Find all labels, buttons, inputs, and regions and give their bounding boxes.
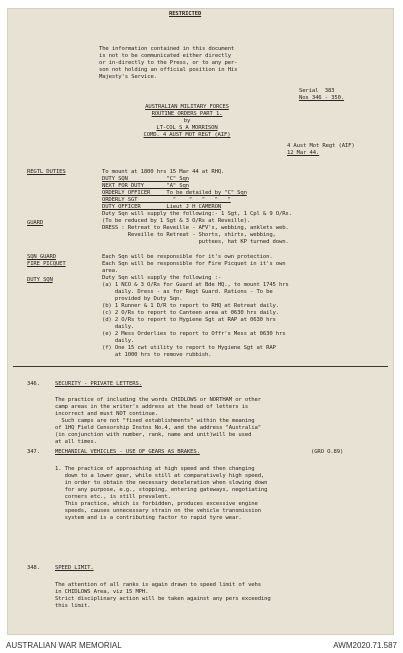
duty-line: DUTY SQN "C" Sqn bbox=[102, 176, 189, 182]
order-347-line: speeds, causes unnecessary strain on the vehicle transmission bbox=[55, 508, 261, 514]
duty-sqn-line: daily. bbox=[102, 324, 135, 330]
notice-line: or in-directly to the Press, or to any per- bbox=[99, 60, 238, 66]
dress-line: DRESS : Retreat to Reveille - AFV's, webbing, anklets web. bbox=[102, 225, 289, 231]
duty-line: NEXT FOR DUTY "A" Sqn bbox=[102, 183, 189, 189]
duty-line: (To be reduced by 1 Sgt & 3 O/Rs at Reveille). bbox=[102, 218, 251, 224]
duty-line: ORDERLY OFFICER To be detailed by "C" Sqn bbox=[102, 190, 247, 196]
fire-picquet-label: FIRE PICQUET bbox=[27, 261, 66, 267]
duty-sqn-line: (e) 2 Mess Orderlies to report to Offr's Mess at 0630 hrs bbox=[102, 331, 286, 337]
notice-line: The information contained in this document bbox=[99, 46, 235, 52]
order-346-line: Such camps are not "fixed establishments" within the meaning bbox=[55, 418, 255, 424]
order-348-line: in CHIDLOWS Area, viz 15 MPH. bbox=[55, 589, 149, 595]
order-348-line: this limit. bbox=[55, 603, 91, 609]
sqn-guard-line: Each Sqn will be responsible for Fire Picquet in it's own bbox=[102, 261, 286, 267]
order-346-line: The practice of including the words CHIDLOWS or NORTHAM or other bbox=[55, 397, 261, 403]
serial-number: Serial 383 bbox=[299, 88, 335, 94]
duty-sqn-line: (f) One 15 cwt utility to report to Hygiene Sgt at RAP bbox=[102, 345, 276, 351]
dress-line: puttees, hat KP turned down. bbox=[102, 239, 289, 245]
dress-line: Reveille to Retreat - Shorts, shirts, webbing, bbox=[102, 232, 276, 238]
heading-line: COMD. 4 AUST MOT REGT (AIF) bbox=[143, 132, 231, 138]
footer-bar bbox=[0, 637, 403, 653]
duty-sqn-line: (b) 1 Runner & 1 D/R to report to RHQ at Retreat daily. bbox=[102, 303, 279, 309]
sqn-guard-label: SQN GUARD bbox=[27, 254, 56, 260]
order-347-number: 347. bbox=[27, 449, 40, 455]
order-346-number: 346. bbox=[27, 381, 40, 387]
order-346-line: camp areas in the writer's address at the head of letters is bbox=[55, 404, 249, 410]
sqn-guard-line: Each Sqn will be responsible for it's own protection. bbox=[102, 254, 273, 260]
footer-accession-number: AWM2020.71.587 bbox=[333, 641, 397, 650]
order-346-line: incorrect and must NOT continue. bbox=[55, 411, 158, 417]
duty-line: To mount at 1800 hrs 15 Mar 44 at RHQ. bbox=[102, 169, 225, 175]
order-346-line: at all times. bbox=[55, 439, 97, 445]
order-347-line: corners etc., is still prevalent. bbox=[55, 494, 171, 500]
order-numbers: Nos 346 - 350. bbox=[299, 95, 345, 101]
guard-label: GUARD bbox=[27, 220, 44, 226]
duty-sqn-line: at 1000 hrs to remove rubbish. bbox=[102, 352, 212, 358]
order-347-line: for any purpose, e.g., stopping, entering gateways, negotiating bbox=[55, 487, 268, 493]
order-347-line: 1. The practice of approaching at high speed and then changing bbox=[55, 466, 255, 472]
heading-line: by bbox=[183, 118, 191, 124]
order-348-line: Strict disciplinary action will be taken against any pers exceeding bbox=[55, 596, 271, 602]
section-divider bbox=[13, 366, 388, 367]
duty-sqn-line: daily. Dress - as for Regt Guard. Rations - To be bbox=[102, 289, 273, 295]
notice-line: is not to be communicated either directly bbox=[99, 53, 231, 59]
sqn-guard-line: area. bbox=[102, 268, 119, 274]
duty-sqn-line: (a) 1 NCO & 3 O/Rs for Guard at Bde HQ., to mount 1745 hrs bbox=[102, 282, 289, 288]
notice-line: son not holding an official position in His bbox=[99, 67, 238, 73]
heading-line: LT-COL S A MORRISON bbox=[156, 125, 218, 131]
duty-sqn-line: provided by Duty Sqn. bbox=[102, 296, 183, 302]
order-348-title: SPEED LIMIT. bbox=[55, 565, 94, 571]
order-347-line: in order to obtain the necessary deceleration when slowing down bbox=[55, 480, 268, 486]
order-348-line: The attention of all ranks is again drawn to speed limit of vehs bbox=[55, 582, 261, 588]
restricted-heading: RESTRICTED bbox=[169, 11, 202, 17]
heading-line: ROUTINE ORDERS PART 1. bbox=[151, 111, 223, 117]
notice-line: Majesty's Service. bbox=[99, 74, 157, 80]
order-346-line: of 1HQ Field Censorship Instns No.4, and the address "Australia" bbox=[55, 425, 261, 431]
duty-sqn-line: daily. bbox=[102, 338, 135, 344]
order-347-line: system and is a contributing factor to rapid tyre wear. bbox=[55, 515, 242, 521]
footer-source: AUSTRALIAN WAR MEMORIAL bbox=[6, 641, 122, 650]
duty-sqn-line: (d) 2 O/Rs to report to Hygiene Sgt at RAP at 0630 hrs bbox=[102, 317, 276, 323]
duty-sqn-line: (c) 2 O/Rs to report to Canteen area at 0630 hrs daily. bbox=[102, 310, 279, 316]
order-346-line: (in conjunction with number, rank, name and unit)will be used bbox=[55, 432, 252, 438]
order-date: 12 Mar 44. bbox=[287, 150, 320, 156]
unit-name: 4 Aust Mot Regt (AIF) bbox=[287, 143, 355, 149]
regtl-duties-label: REGTL DUTIES bbox=[27, 169, 66, 175]
order-347-line: This practice, which is forbidden, produces excessive engine bbox=[55, 501, 258, 507]
heading-line: AUSTRALIAN MILITARY FORCES bbox=[145, 104, 229, 110]
order-346-title: SECURITY - PRIVATE LETTERS. bbox=[55, 381, 142, 387]
order-347-line: down to a lower gear, while still at comparatively high speed, bbox=[55, 473, 265, 479]
duty-sqn-label: DUTY SQN bbox=[27, 277, 53, 283]
duty-line: Duty Sqn will supply the following:- 1 Sgt, 1 Cpl & 9 O/Rs. bbox=[102, 211, 292, 217]
order-347-reference: (GRO O.89) bbox=[311, 449, 344, 455]
duty-line: DUTY OFFICER Lieut J H CAMERON bbox=[102, 204, 222, 210]
duty-line: ORDERLY SGT " " " " " bbox=[102, 197, 231, 203]
order-348-number: 348. bbox=[27, 565, 40, 571]
order-347-title: MECHANICAL VEHICLES - USE OF GEARS AS BRAKES. bbox=[55, 449, 200, 455]
duty-sqn-line: Duty Sqn will supply the following :- bbox=[102, 275, 222, 281]
document-page bbox=[7, 8, 394, 635]
